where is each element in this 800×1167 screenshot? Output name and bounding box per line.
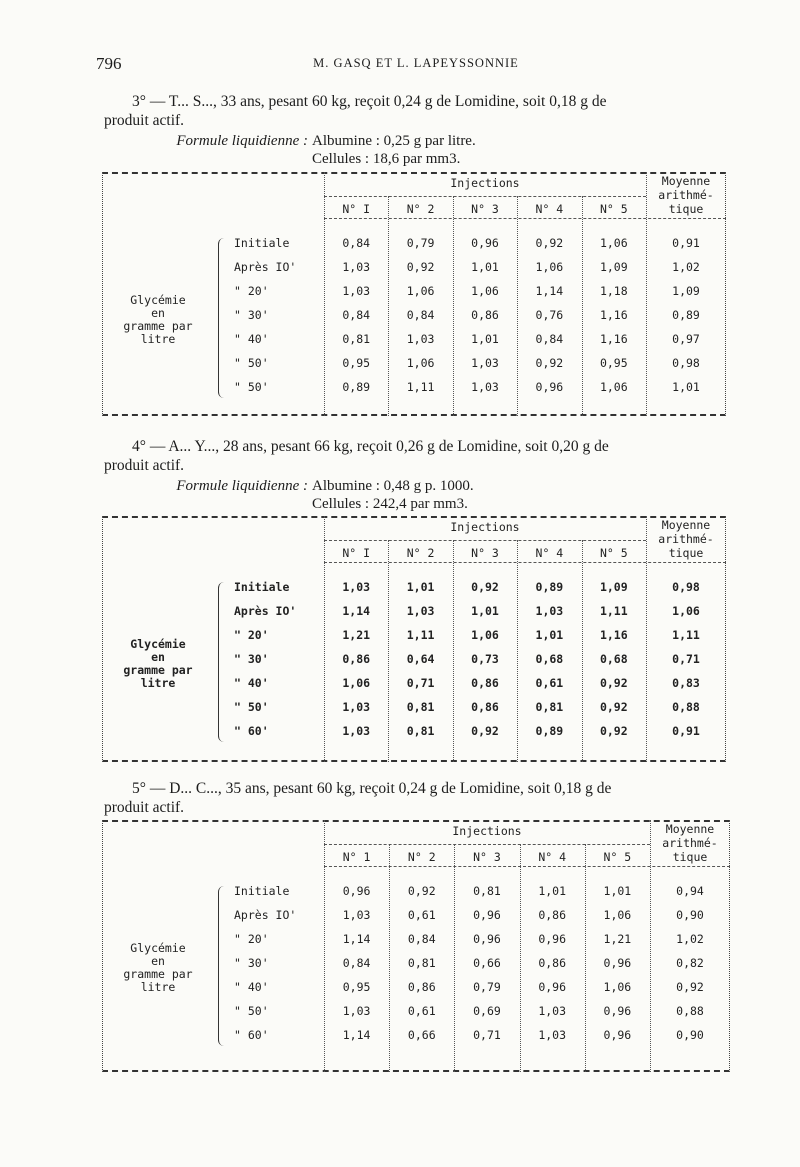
case-3-glycemia-table [102, 172, 726, 416]
header-divider [324, 540, 646, 541]
column-header: N° 4 [535, 202, 564, 216]
table-cell: 1,01 [535, 628, 564, 642]
table-cell: 1,06 [406, 284, 435, 298]
table-cell: 0,71 [473, 1028, 501, 1042]
column-header: N° 4 [538, 850, 567, 864]
mean-header-line: Moyenne [661, 518, 711, 532]
table-cell: 0,92 [406, 260, 435, 274]
column-header: N° 3 [471, 546, 499, 560]
table-cell: 0,95 [599, 356, 628, 370]
row-label: " 30' [234, 956, 269, 970]
mean-cell: 1,01 [672, 380, 700, 394]
subheader-divider [324, 218, 726, 219]
table-cell: 1,11 [599, 604, 628, 618]
column-header: N° 3 [473, 850, 501, 864]
mean-header-line: Moyenne [665, 822, 715, 836]
mean-cell: 0,90 [676, 908, 704, 922]
row-label: Après IO' [234, 908, 297, 922]
column-header: N° 5 [599, 202, 628, 216]
row-label: " 40' [234, 980, 269, 994]
table-cell: 0,92 [599, 724, 628, 738]
case-4-text [104, 437, 734, 475]
table-cell: 0,81 [473, 884, 501, 898]
row-label: " 30' [234, 308, 269, 322]
case-4-glycemia-table [102, 516, 726, 762]
subheader-divider [324, 562, 726, 563]
column-header: N° 2 [406, 202, 435, 216]
table-cell: 1,03 [406, 332, 435, 346]
table-cell: 1,03 [342, 700, 371, 714]
case-4-line2: produit actif. [104, 457, 185, 474]
case-5-line1: 5° — D... C..., 35 ans, pesant 60 kg, reçoit 0,24 g de Lomidine, soit 0,18 g de [132, 780, 612, 797]
table-cell: 1,03 [535, 604, 564, 618]
mean-header-line: tique [672, 850, 708, 864]
mean-header-line: arithmé- [662, 836, 718, 850]
table-cell: 0,76 [535, 308, 564, 322]
table-cell: 1,06 [599, 236, 628, 250]
table-cell: 1,11 [406, 628, 435, 642]
mean-cell: 1,11 [672, 628, 700, 642]
table-cell: 0,92 [407, 884, 436, 898]
table-cell: 1,14 [342, 1028, 371, 1042]
column-header: N° I [342, 202, 371, 216]
injections-header: Injections [452, 824, 522, 838]
mean-header-line: tique [668, 202, 704, 216]
formula-line: Albumine : 0,48 g p. 1000. [312, 478, 474, 494]
table-cell: 1,11 [406, 380, 435, 394]
table-cell: 1,01 [406, 580, 435, 594]
subheader-divider [324, 866, 730, 867]
row-label: " 20' [234, 932, 269, 946]
row-label: " 60' [234, 1028, 269, 1042]
header-divider [324, 196, 646, 197]
table-cell: 1,18 [599, 284, 628, 298]
table-cell: 0,79 [406, 236, 435, 250]
mean-header-line: arithmé- [658, 532, 714, 546]
mean-cell: 0,83 [672, 676, 700, 690]
table-cell: 0,89 [535, 580, 564, 594]
row-label: " 50' [234, 700, 269, 714]
table-cell: 1,14 [342, 932, 371, 946]
header-divider [324, 844, 650, 845]
table-cell: 0,96 [471, 236, 499, 250]
table-cell: 1,03 [342, 260, 371, 274]
glycemie-label-line: gramme par [123, 663, 193, 677]
glycemie-label-line: en [151, 954, 165, 968]
glycemie-label-line: Glycémie [130, 637, 186, 651]
table-cell: 0,84 [342, 236, 371, 250]
table-cell: 0,92 [471, 724, 499, 738]
mean-cell: 1,06 [672, 604, 700, 618]
column-header: N° 5 [603, 850, 632, 864]
table-cell: 1,16 [599, 332, 628, 346]
table-cell: 1,21 [342, 628, 371, 642]
case-3-text [104, 92, 734, 130]
mean-cell: 0,97 [672, 332, 700, 346]
table-cell: 0,66 [407, 1028, 436, 1042]
glycemie-label-line: Glycémie [130, 941, 186, 955]
table-cell: 1,03 [471, 356, 499, 370]
table-cell: 1,06 [599, 380, 628, 394]
table-cell: 0,92 [535, 356, 564, 370]
table-cell: 0,66 [473, 956, 501, 970]
case-4-formula [96, 477, 474, 513]
table-cell: 0,86 [471, 308, 499, 322]
table-cell: 1,03 [538, 1004, 567, 1018]
case-5-line2: produit actif. [104, 799, 185, 816]
table-cell: 1,03 [471, 380, 499, 394]
table-cell: 1,06 [603, 980, 632, 994]
table-cell: 1,16 [599, 308, 628, 322]
column-header: N° 4 [535, 546, 564, 560]
row-label: Après IO' [234, 604, 297, 618]
row-label: " 50' [234, 356, 269, 370]
mean-cell: 0,82 [676, 956, 704, 970]
row-label: " 20' [234, 284, 269, 298]
glycemie-label-line: litre [140, 332, 176, 346]
row-label: Initiale [234, 236, 290, 250]
table-cell: 1,03 [538, 1028, 567, 1042]
table-cell: 0,68 [535, 652, 564, 666]
glycemie-label-line: litre [140, 676, 176, 690]
table-cell: 1,03 [342, 908, 371, 922]
table-cell: 0,96 [603, 1004, 632, 1018]
glycemie-label-line: gramme par [123, 967, 193, 981]
row-label: " 20' [234, 628, 269, 642]
table-cell: 1,03 [342, 284, 371, 298]
case-4-line1: 4° — A... Y..., 28 ans, pesant 66 kg, reçoit 0,26 g de Lomidine, soit 0,20 g de [132, 438, 609, 455]
table-cell: 1,06 [342, 676, 371, 690]
mean-cell: 0,89 [672, 308, 700, 322]
row-label: " 60' [234, 724, 269, 738]
table-cell: 1,01 [603, 884, 632, 898]
table-cell: 1,06 [603, 908, 632, 922]
table-cell: 0,69 [473, 1004, 501, 1018]
mean-cell: 0,71 [672, 652, 700, 666]
case-3-line1: 3° — T... S..., 33 ans, pesant 60 kg, reçoit 0,24 g de Lomidine, soit 0,18 g de [132, 93, 607, 110]
case-5-text [104, 779, 734, 817]
row-label: " 40' [234, 676, 269, 690]
table-cell: 0,95 [342, 356, 371, 370]
column-header: N° 3 [471, 202, 499, 216]
glycemie-label-line: litre [140, 980, 176, 994]
formula-label: Formule liquidienne : [176, 478, 308, 494]
case-3-line2: produit actif. [104, 112, 185, 129]
table-cell: 0,61 [407, 908, 436, 922]
formula-line: Cellules : 242,4 par mm3. [312, 496, 468, 512]
row-label: " 30' [234, 652, 269, 666]
table-cell: 0,81 [535, 700, 564, 714]
column-header: N° I [342, 546, 371, 560]
mean-cell: 0,91 [672, 236, 700, 250]
table-cell: 0,96 [538, 932, 567, 946]
table-cell: 0,73 [471, 652, 499, 666]
table-cell: 0,86 [407, 980, 436, 994]
table-cell: 0,84 [406, 308, 435, 322]
table-cell: 0,96 [538, 980, 567, 994]
glycemie-label-line: en [151, 306, 165, 320]
table-cell: 1,06 [535, 260, 564, 274]
table-cell: 1,14 [535, 284, 564, 298]
table-cell: 0,84 [407, 932, 436, 946]
table-cell: 0,68 [599, 652, 628, 666]
row-group-brace [218, 886, 225, 1046]
mean-cell: 0,94 [676, 884, 704, 898]
table-cell: 0,96 [473, 908, 501, 922]
table-cell: 1,06 [471, 284, 499, 298]
running-title: M. GASQ ET L. LAPEYSSONNIE [313, 56, 519, 70]
table-cell: 0,86 [471, 676, 499, 690]
injections-header: Injections [450, 520, 520, 534]
glycemie-label-line: Glycémie [130, 293, 186, 307]
table-cell: 0,61 [535, 676, 564, 690]
table-cell: 1,03 [342, 724, 371, 738]
mean-cell: 0,92 [676, 980, 704, 994]
mean-cell: 0,88 [672, 700, 700, 714]
row-label: " 50' [234, 380, 269, 394]
mean-cell: 1,02 [672, 260, 700, 274]
injections-header: Injections [450, 176, 520, 190]
table-cell: 0,89 [535, 724, 564, 738]
page-header [96, 54, 736, 78]
table-cell: 0,96 [603, 956, 632, 970]
mean-cell: 0,90 [676, 1028, 704, 1042]
table-cell: 1,01 [471, 260, 499, 274]
mean-cell: 0,98 [672, 356, 700, 370]
table-cell: 1,14 [342, 604, 371, 618]
table-cell: 0,96 [473, 932, 501, 946]
table-cell: 0,92 [599, 676, 628, 690]
glycemie-label-line: en [151, 650, 165, 664]
table-cell: 1,01 [471, 332, 499, 346]
mean-cell: 0,98 [672, 580, 700, 594]
row-label: Initiale [234, 884, 290, 898]
mean-header-line: Moyenne [661, 174, 711, 188]
table-cell: 1,01 [471, 604, 499, 618]
table-cell: 0,71 [406, 676, 435, 690]
mean-cell: 1,09 [672, 284, 700, 298]
table-cell: 1,03 [342, 580, 371, 594]
mean-cell: 0,88 [676, 1004, 704, 1018]
row-label: " 40' [234, 332, 269, 346]
glycemie-label-line: gramme par [123, 319, 193, 333]
table-cell: 0,96 [603, 1028, 632, 1042]
table-cell: 0,84 [342, 956, 371, 970]
column-header: N° 2 [406, 546, 435, 560]
formula-label: Formule liquidienne : [176, 133, 308, 149]
table-cell: 0,79 [473, 980, 501, 994]
table-cell: 0,81 [406, 700, 435, 714]
table-cell: 1,16 [599, 628, 628, 642]
mean-cell: 1,02 [676, 932, 704, 946]
table-cell: 0,95 [342, 980, 371, 994]
row-label: Initiale [234, 580, 290, 594]
table-cell: 1,09 [599, 260, 628, 274]
column-header: N° 5 [599, 546, 628, 560]
table-cell: 0,61 [407, 1004, 436, 1018]
table-cell: 0,92 [471, 580, 499, 594]
mean-cell: 0,91 [672, 724, 700, 738]
column-header: N° 2 [407, 850, 436, 864]
table-cell: 0,81 [342, 332, 371, 346]
table-cell: 0,81 [407, 956, 436, 970]
table-cell: 0,89 [342, 380, 371, 394]
table-cell: 0,86 [538, 956, 567, 970]
row-label: " 50' [234, 1004, 269, 1018]
table-cell: 1,06 [406, 356, 435, 370]
table-cell: 0,92 [599, 700, 628, 714]
table-cell: 0,86 [342, 652, 371, 666]
page-number: 796 [96, 54, 122, 73]
table-cell: 0,84 [535, 332, 564, 346]
table-cell: 1,21 [603, 932, 632, 946]
table-cell: 1,03 [406, 604, 435, 618]
table-cell: 0,92 [535, 236, 564, 250]
case-5-glycemia-table [102, 820, 730, 1072]
table-cell: 0,81 [406, 724, 435, 738]
table-cell: 0,86 [471, 700, 499, 714]
case-3-formula [96, 132, 476, 168]
table-cell: 0,86 [538, 908, 567, 922]
mean-header-line: tique [668, 546, 704, 560]
table-cell: 0,96 [535, 380, 564, 394]
table-cell: 0,84 [342, 308, 371, 322]
mean-header-line: arithmé- [658, 188, 714, 202]
formula-line: Cellules : 18,6 par mm3. [312, 151, 461, 167]
table-cell: 1,06 [471, 628, 499, 642]
formula-line: Albumine : 0,25 g par litre. [312, 133, 476, 149]
table-cell: 1,03 [342, 1004, 371, 1018]
table-cell: 1,01 [538, 884, 567, 898]
table-cell: 0,64 [406, 652, 435, 666]
row-group-brace [218, 582, 225, 742]
table-cell: 1,09 [599, 580, 628, 594]
row-label: Après IO' [234, 260, 297, 274]
column-header: N° 1 [342, 850, 371, 864]
table-cell: 0,96 [342, 884, 371, 898]
row-group-brace [218, 238, 225, 398]
